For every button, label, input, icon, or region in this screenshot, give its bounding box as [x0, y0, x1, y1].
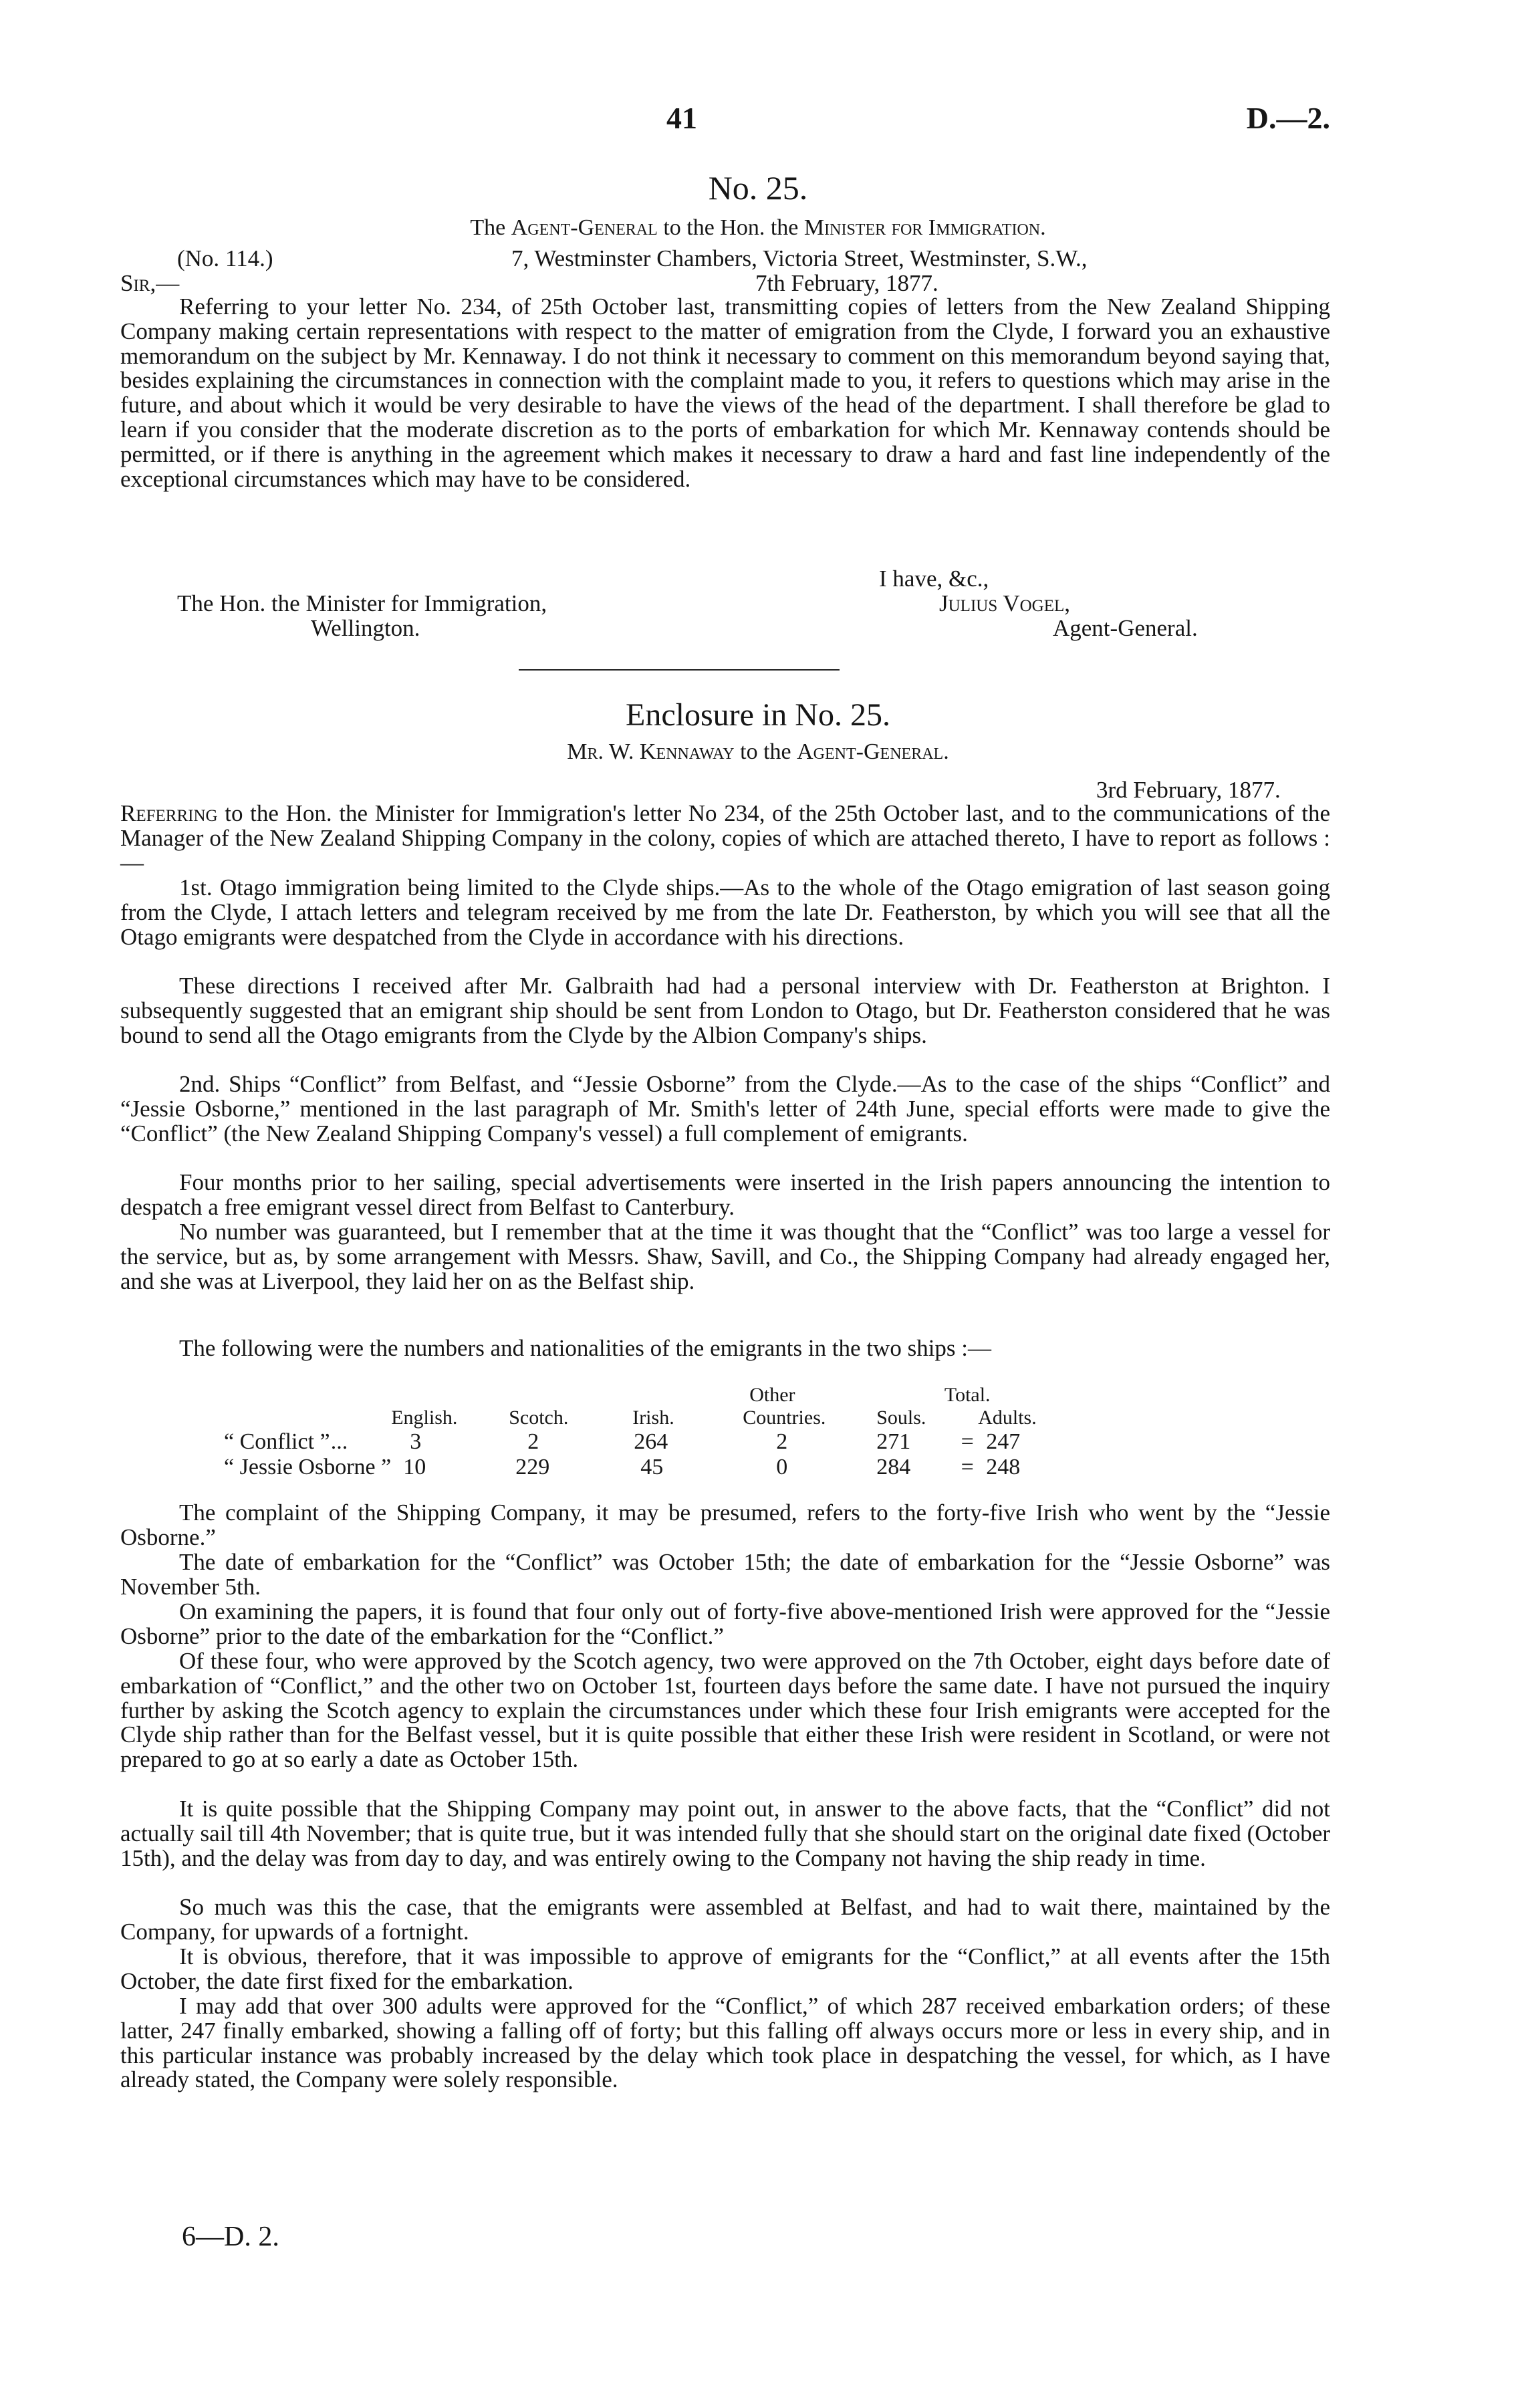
- letter-date: 7th February, 1877.: [755, 270, 938, 296]
- enclosure-paragraph-9: The date of embarkation for the “Conflict” was October 15th; the date of embarkation for the “Jessie Osborne” was November 5th.: [120, 1549, 1330, 1600]
- letter-subheading: [0, 215, 1516, 241]
- enclosure-paragraph-6: No number was guaranteed, but I remember that at the time it was thought that the “Conflict” was too large a vessel for the service, but as, by some arrangement with Messrs. Shaw, Savill, and Co., the Shipping Company had already engaged her, and she was at Liverpool, they laid her on as the Belfast ship.: [120, 1219, 1330, 1294]
- letter-signer-title: Agent-General.: [1053, 615, 1198, 641]
- enclosure-recipient: Agent-General.: [797, 739, 949, 764]
- row-irish: 264: [634, 1429, 668, 1454]
- row-adults: 248: [986, 1455, 1021, 1479]
- page-number: 41: [666, 101, 697, 135]
- enclosure-paragraph-4: 2nd. Ships “Conflict” from Belfast, and “Jessie Osborne” from the Clyde.—As to the case of the ships “Conflict” and “Jessie Osborne,” mentioned in the last paragraph of Mr. Smith's letter of 24th June, special efforts were made to give the “Conflict” (the New Zealand Shipping Company's vessel) a full complement of emigrants.: [120, 1071, 1330, 1147]
- header-scotch: Scotch.: [509, 1407, 569, 1429]
- table-row: [170, 1429, 1058, 1455]
- header-total: Total.: [944, 1384, 991, 1406]
- header-adults: Adults.: [978, 1407, 1037, 1429]
- row-english: 10: [403, 1455, 426, 1479]
- row-leader: ...: [330, 1429, 348, 1454]
- enclosure-paragraph-10: On examining the papers, it is found that four only out of forty-five above-mentioned Irish were approved for the “Jessie Osborne” prior to the date of the embarkation for the “Conflict.”: [120, 1598, 1330, 1649]
- header-english: English.: [391, 1407, 458, 1429]
- enclosure-paragraph-14: It is obvious, therefore, that it was impossible to approve of emigrants for the “Conflict,” at all events after the 15th October, the date first fixed for the embarkation.: [120, 1943, 1330, 1994]
- subheading-sender: Agent-General: [511, 215, 658, 240]
- letter-closing: I have, &c.,: [879, 566, 989, 592]
- emigrant-numbers-table: [170, 1384, 1058, 1480]
- letter-signer-name: Julius Vogel,: [939, 590, 1071, 616]
- row-scotch: 2: [527, 1429, 539, 1454]
- section-divider: [519, 669, 840, 671]
- row-ship-name: “ Jessie Osborne ”: [224, 1455, 392, 1479]
- row-english: 3: [410, 1429, 422, 1454]
- enclosure-paragraph-1-text: to the Hon. the Minister for Immigration's letter No 234, of the 25th October last, and to the communications of the Manager of the New Zealand Shipping Company in the colony, copies of which are attached thereto, I have to report as follows :—: [120, 800, 1330, 876]
- table-header-row: [170, 1384, 1058, 1407]
- row-other: 2: [776, 1429, 788, 1454]
- enclosure-paragraph-5: Four months prior to her sailing, special advertisements were inserted in the Irish papers announcing the intention to despatch a free emigrant vessel direct from Belfast to Canterbury.: [120, 1169, 1330, 1220]
- letter-addressee-line-1: The Hon. the Minister for Immigration,: [177, 590, 547, 616]
- section-reference: D.—2.: [1246, 101, 1330, 135]
- letter-number-heading: No. 25.: [708, 169, 808, 207]
- row-irish: 45: [640, 1455, 664, 1479]
- table-row: [170, 1455, 1058, 1480]
- row-souls: 271: [876, 1429, 911, 1454]
- row-equals: =: [961, 1455, 974, 1479]
- row-ship-name: “ Conflict ”: [224, 1429, 330, 1454]
- letter-ref-number: (No. 114.): [177, 245, 273, 271]
- enclosure-paragraph-8: The complaint of the Shipping Company, it may be presumed, refers to the forty-five Irish who went by the “Jessie Osborne.”: [120, 1499, 1330, 1550]
- enclosure-subheading: [0, 739, 1516, 765]
- subheading-connector: to the Hon. the: [663, 215, 799, 240]
- letter-addressee-line-2: Wellington.: [311, 615, 420, 641]
- enclosure-paragraph-13: So much was this the case, that the emigrants were assembled at Belfast, and had to wait there, maintained by the Company, for upwards of a fortnight.: [120, 1894, 1330, 1945]
- enclosure-sender: Mr. W. Kennaway: [567, 739, 735, 764]
- enclosure-paragraph-12: It is quite possible that the Shipping Company may point out, in answer to the above facts, that the “Conflict” did not actually sail till 4th November; that is quite true, but it was intended fully that she should start on the original date fixed (October 15th), and the delay was from day to day, and was entirely owing to the Company not having the ship ready in time.: [120, 1796, 1330, 1871]
- letter-salutation: Sir,—: [120, 270, 180, 296]
- header-souls: Souls.: [876, 1407, 926, 1429]
- enclosure-paragraph-2: 1st. Otago immigration being limited to the Clyde ships.—As to the whole of the Otago emigration of last season going from the Clyde, I attach letters and telegram received by me from the late Dr. Featherston, by which you will see that all the Otago emigrants were despatched from the Clyde in accordance with his directions.: [120, 874, 1330, 950]
- letter-address: 7, Westminster Chambers, Victoria Street, Westminster, S.W.,: [511, 245, 1088, 271]
- enclosure-heading: Enclosure in No. 25.: [626, 697, 890, 733]
- subheading-recipient: Minister for Immigration.: [803, 215, 1046, 240]
- row-adults: 247: [986, 1429, 1021, 1454]
- enclosure-paragraph-1: [120, 802, 1330, 875]
- enclosure-paragraph-3: These directions I received after Mr. Galbraith had had a personal interview with Dr. Featherston at Brighton. I subsequently suggested that an emigrant ship should be sent from London to Otago, but Dr. Featherston considered that he was bound to send all the Otago emigrants from the Clyde by the Albion Company's ships.: [120, 973, 1330, 1048]
- subheading-prefix: The: [470, 215, 506, 240]
- enclosure-paragraph-15: I may add that over 300 adults were approved for the “Conflict,” of which 287 received embarkation orders; of these latter, 247 finally embarked, showing a falling off of forty; but this falling off always occurs more or less in every ship, and in this particular instance was probably increased by the delay which took place in despatching the vessel, for which, as I have already stated, the Company were solely responsible.: [120, 1993, 1330, 2093]
- enclosure-date: 3rd February, 1877.: [1096, 777, 1281, 803]
- row-souls: 284: [876, 1455, 911, 1479]
- header-other-line-2: Countries.: [743, 1407, 826, 1429]
- header-irish: Irish.: [632, 1407, 674, 1429]
- enclosure-paragraph-7: The following were the numbers and nationalities of the emigrants in the two ships :—: [179, 1335, 992, 1361]
- header-other-line-1: Other: [749, 1384, 795, 1406]
- enclosure-paragraph-11: Of these four, who were approved by the Scotch agency, two were approved on the 7th October, eight days before date of embarkation of “Conflict,” and the other two on October 1st, fourteen days before the same date. I have not pursued the inquiry further by asking the Scotch agency to explain the circumstances under which these four Irish emigrants were accepted for the Clyde ship rather than for the Belfast vessel, but it is quite possible that either these Irish were resident in Scotland, or were not prepared to go at so early a date as October 15th.: [120, 1648, 1330, 1773]
- enclosure-lead-word: Referring: [120, 800, 218, 826]
- row-other: 0: [776, 1455, 788, 1479]
- letter-body: Referring to your letter No. 234, of 25th October last, transmitting copies of letters from the New Zealand Shipping Company making certain representations with respect to the matter of emigration from the Clyde, I forward you an exhaustive memorandum on the subject by Mr. Kennaway. I do not think it necessary to comment on this memorandum beyond saying that, besides explaining the circumstances in connection with the complaint made to you, it refers to questions which may arise in the future, and about which it would be very desirable to have the views of the head of the department. I shall therefore be glad to learn if you consider that the moderate discretion as to the ports of embarkation for which Mr. Kennaway contends should be permitted, or if there is anything in the agreement which makes it necessary to draw a hard and fast line independently of the exceptional circumstances which may have to be considered.: [120, 293, 1330, 492]
- printer-signature-mark: 6—D. 2.: [182, 2221, 279, 2252]
- row-equals: =: [961, 1429, 974, 1454]
- row-scotch: 229: [515, 1455, 550, 1479]
- enclosure-connector: to the: [740, 739, 791, 764]
